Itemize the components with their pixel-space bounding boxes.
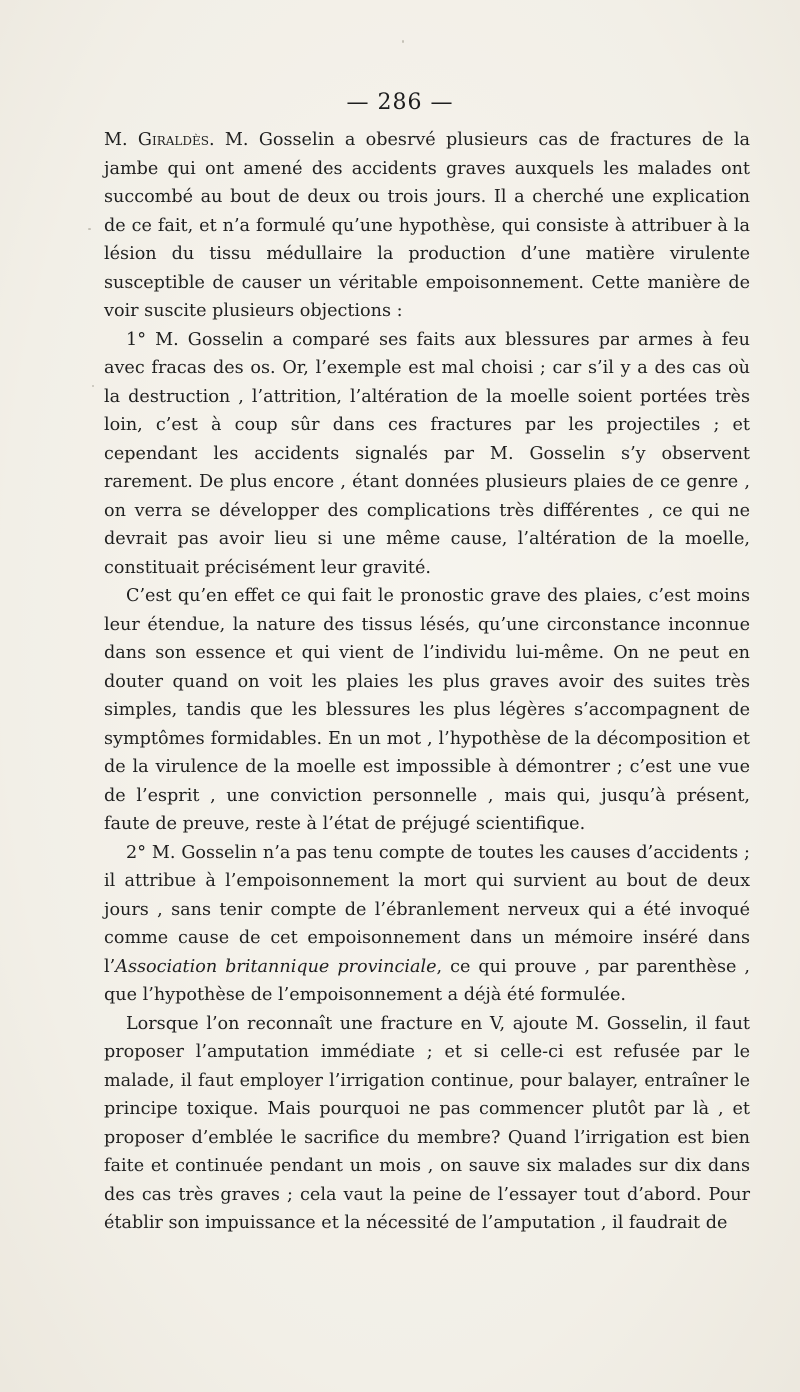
paragraph-4 [104,839,750,1010]
italic-title: Association britannique provinciale [115,956,437,977]
paragraph-text-after: , ce qui prouve , par parenthèse , que l’hypothèse de l’empoisonnement a déjà été formulée. [104,956,750,1005]
speaker-name: M. Giraldès. [104,130,215,150]
paragraph-5: Lorsque l’on reconnaît une fracture en V, ajoute M. Gosselin, il faut proposer l’amputation immédiate ; et si celle-ci est refusée par le malade, il faut employer l’irrigation continue, pour balayer, entraîner le principe toxique. Mais pourquoi ne pas commencer plutôt par là , et proposer d’emblée le sacrifice du membre? Quand l’irrigation est bien faite et continuée pendant un mois , on sauve six malades sur dix dans des cas très graves ; cela vaut la peine de l’essayer tout d’abord. Pour établir son impuissance et la nécessité de l’amputation , il faudrait de [104,1013,750,1233]
paragraph-2: 1° M. Gosselin a comparé ses faits aux blessures par armes à feu avec fracas des os. Or, l’exemple est mal choisi ; car s’il y a des cas où la destruction , l’attrition, l’altération de la moelle soient portées très loin, c’est à coup sûr dans ces fractures par les projectiles ; et cependant les accidents signalés par M. Gosselin s’y observent rarement. De plus encore , étant données plusieurs plaies de ce genre , on verra se développer des complications très différentes , ce qui ne devrait pas avoir lieu si une même cause, l’altération de la moelle, constituait précisément leur gravité. [104,329,750,578]
paper-speck [540,1220,542,1222]
paragraph-text-before: 2° M. Gosselin n’a pas tenu compte de toutes les causes d’accidents ; il attribue à l’empoisonnement la mort qui survient au bout de deux jours , sans tenir compte de l’ébranlement nerveux qui a été invoqué comme cause de cet empoisonnement dans un mémoire inséré dans l’ [104,842,750,977]
body-text [104,126,750,1238]
paragraph-3: C’est qu’en effet ce qui fait le pronostic grave des plaies, c’est moins leur étendue, la nature des tissus lésés, qu’une circonstance inconnue dans son essence et qui vient de l’individu lui-même. On ne peut en douter quand on voit les plaies les plus graves avoir des suites très simples, tandis que les blessures les plus légères s’accompagnent de symptômes formidables. En un mot , l’hypothèse de la décomposition et de la virulence de la moelle est impossible à démontrer ; c’est une vue de l’esprit , une conviction personnelle , mais qui, jusqu’à présent, faute de preuve, reste à l’état de préjugé scientifique. [104,586,750,834]
page-number: — 286 — [346,90,454,115]
paper-speck [88,228,91,230]
paragraph-text: M. Gosselin a obesrvé plusieurs cas de fractures de la jambe qui ont amené des accidents graves auxquels les malades ont succombé au bout de deux ou trois jours. Il a cherché une explication de ce fait, et n’a formulé qu’une hypothèse, qui consiste à attribuer à la lésion du tissu médullaire la production d’une matière virulente susceptible de causer un véritable empoisonnement. Cette manière de voir suscite plusieurs objections : [104,130,751,321]
paper-speck [92,385,94,387]
paragraph-1 [104,126,750,326]
paper-speck [402,40,404,43]
